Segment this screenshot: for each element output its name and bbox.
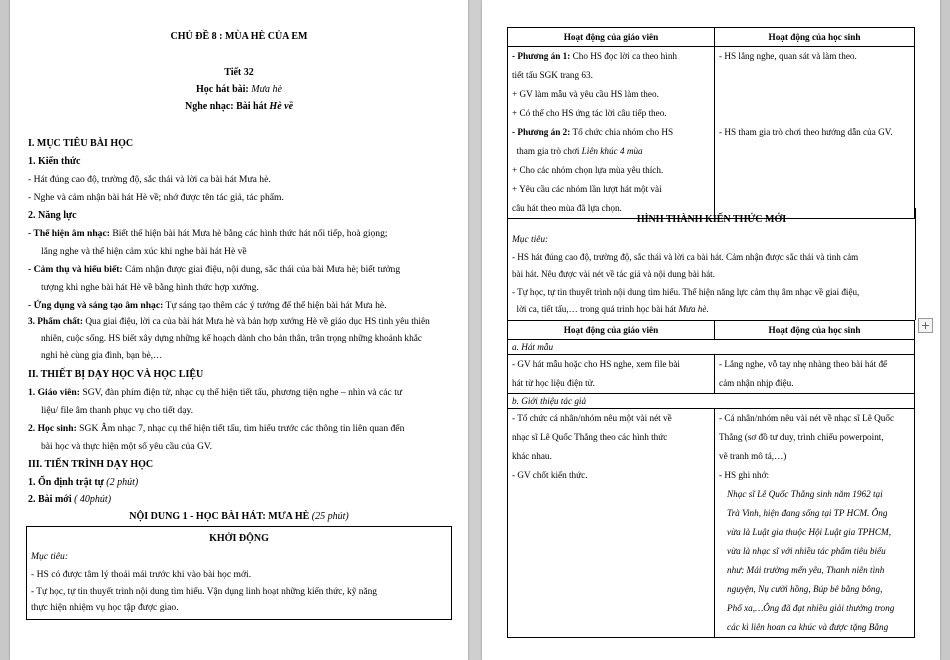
cell-line: cảm nhận nhịp điệu.: [719, 378, 794, 388]
header-student: Hoạt động của học sinh: [715, 321, 915, 340]
cell-line: - Lắng nghe, vỗ tay nhẹ nhàng theo bài hát để: [719, 359, 888, 369]
cell-line: - HS lắng nghe, quan sát và làm theo.: [719, 51, 857, 61]
step-new: 2. Bài mới ( 40phút): [28, 494, 112, 505]
cell-line: hát từ học liệu điện tử.: [512, 378, 595, 388]
teacher-cont: liệu/ file âm thanh phục vụ cho tiết dạy.: [41, 405, 194, 416]
cell-line: - Tổ chức cá nhân/nhóm nêu một vài nét về: [512, 413, 672, 423]
cell-line: tiết tấu SGK trang 63.: [512, 70, 593, 80]
cell-line: - GV chốt kiến thức.: [512, 470, 588, 480]
lesson-number: Tiết 32: [224, 67, 254, 78]
table-row: [508, 47, 915, 219]
note-line: Trà Vinh, hiện đang sống tại TP HCM. Ông: [727, 508, 888, 518]
activity-table-2: [507, 320, 915, 638]
header-student: Hoạt động của học sinh: [715, 28, 915, 47]
cell-line: - HS tham gia trò chơi theo hướng dẫn của GV.: [719, 127, 893, 137]
student-activities: [715, 409, 915, 638]
warmup-box: [26, 526, 452, 620]
quality-cont: nghỉ hè cùng gia đình, bạn bè,…: [41, 351, 163, 361]
teacher-activities: [508, 47, 715, 219]
note-line: Phố xa,…Ông đã đạt nhiều giải thưởng trong: [727, 603, 895, 613]
cell-line: - Phương án 1: Cho HS đọc lời ca theo hình: [512, 51, 678, 61]
note-line: Nhạc sĩ Lê Quốc Thắng sinh năm 1962 tại: [727, 489, 883, 499]
cell-line: tham gia trò chơi Liên khúc 4 mùa: [512, 146, 643, 156]
student-activities: [715, 355, 915, 394]
step-order: 1. Ổn định trật tự (2 phút): [28, 477, 139, 488]
cell-line: - GV hát mẫu hoặc cho HS nghe, xem file bài: [512, 359, 680, 369]
table-row: [508, 340, 915, 355]
content-title: NỘI DUNG 1 - HỌC BÀI HÁT: MƯA HÈ (25 phút): [129, 511, 349, 522]
ability-item-cont: lắng nghe và thể hiện cảm xúc khi nghe bài hát Hè về: [41, 246, 247, 257]
ability-item: - Ứng dụng và sáng tạo âm nhạc: Tự sáng tạo thêm các ý tưởng để thể hiện bài hát Mưa hè.: [28, 300, 387, 311]
knowledge-line: lời ca, tiết tấu,… trong quá trình học bài hát Mưa hè.: [512, 304, 709, 314]
quality-cont: nhiên, cuộc sống. HS biết xây dựng những kế hoạch dành cho bản thân, trân trọng những khoảnh khắc: [41, 334, 422, 344]
cell-line: khác nhau.: [512, 451, 552, 461]
teacher-item: 1. Giáo viên: SGV, đàn phím điện tử, nhạc cụ thể hiện tiết tấu, phương tiện nghe – nhìn và các tư: [28, 387, 403, 398]
cell-line: câu hát theo mùa đã lựa chọn.: [512, 203, 622, 213]
song-line: Học hát bài: Mưa hè: [195, 84, 282, 95]
section-objectives: I. MỤC TIÊU BÀI HỌC: [28, 138, 134, 149]
cell-line: vẽ tranh mô tả,…): [719, 451, 787, 461]
topic-title: CHỦ ĐỀ 8 : MÙA HÈ CỦA EM: [170, 31, 308, 42]
header-teacher: Hoạt động của giáo viên: [508, 321, 715, 340]
knowledge-item: - Hát đúng cao độ, trường độ, sắc thái và lời ca bài hát Mưa hè.: [28, 174, 271, 185]
teacher-activities: [508, 355, 715, 394]
student-item: 2. Học sinh: SGK Âm nhạc 7, nhạc cụ thể hiện tiết tấu, tìm hiểu trước các thông tin liên quan đến: [28, 423, 405, 434]
page-gap: [468, 0, 482, 660]
warmup-line: - Tự học, tự tin thuyết trình nội dung tìm hiểu. Vận dụng linh hoạt những kiến thức, kỹ năng: [31, 587, 377, 597]
document-page-right: [482, 0, 940, 660]
note-line: vừa là nhạc sĩ với nhiều tác phẩm tiêu biểu: [727, 546, 886, 556]
cell-line: + Có thể cho HS ứng tác lời câu tiếp theo.: [512, 108, 667, 118]
cell-line: - HS ghi nhớ:: [719, 470, 770, 480]
table-row: [508, 355, 915, 394]
section-equipment: II. THIẾT BỊ DẠY HỌC VÀ HỌC LIỆU: [28, 369, 204, 380]
table-header-row: [508, 321, 915, 340]
cell-line: - Phương án 2: Tổ chức chia nhóm cho HS: [512, 127, 674, 137]
table-header-row: [508, 28, 915, 47]
knowledge-line: bài hát. Nêu được vài nét về tác giả và nội dung bài hát.: [512, 269, 715, 279]
header-teacher: Hoạt động của giáo viên: [508, 28, 715, 47]
subheading-b: b. Giới thiệu tác giả: [508, 394, 915, 409]
note-line: nguyện, Nụ cười hồng, Búp bê bằng bông,: [727, 584, 883, 594]
warmup-line: thực hiện nhiệm vụ học tập được giao.: [31, 602, 179, 613]
knowledge-line: - HS hát đúng cao độ, trường độ, sắc thái và lời ca bài hát. Cảm nhận được sắc thái và tình cảm: [512, 252, 859, 262]
ability-item: - Cảm thụ và hiểu biết: Cảm nhận được giai điệu, nội dung, sắc thái của bài Mưa hè; biết tưởng: [28, 264, 401, 275]
knowledge-title: HÌNH THÀNH KIẾN THỨC MỚI: [636, 214, 787, 225]
section-process: III. TIẾN TRÌNH DẠY HỌC: [28, 459, 154, 470]
note-line: các kì liên hoan ca khúc và được tặng Bằng: [727, 622, 889, 632]
knowledge-line: - Tự học, tự tin thuyết trình nội dung tìm hiểu. Thể hiện năng lực cảm thụ âm nhạc về giai điệu,: [512, 287, 860, 297]
add-row-button[interactable]: +: [918, 318, 933, 333]
cell-line: Thắng (sơ đồ tư duy, trình chiếu powerpoint,: [719, 432, 884, 442]
knowledge-section: [507, 208, 916, 320]
heading-ability: 2. Năng lực: [28, 210, 77, 221]
cell-line: + Cho các nhóm chọn lựa mùa yêu thích.: [512, 165, 664, 175]
warmup-title: KHỞI ĐỘNG: [209, 533, 269, 544]
table-row: [508, 409, 915, 638]
cell-line: + GV làm mẫu và yêu cầu HS làm theo.: [512, 89, 659, 99]
subheading-a: a. Hát mẫu: [508, 340, 915, 355]
table-row: [508, 394, 915, 409]
cell-line: nhạc sĩ Lê Quốc Thắng theo các hình thức: [512, 432, 668, 442]
cell-line: + Yêu cầu các nhóm lần lượt hát một vài: [512, 184, 662, 194]
document-page-left: [10, 0, 468, 660]
student-cont: bài học và thực hiện một số yêu cầu của GV.: [41, 441, 213, 452]
ability-item: - Thể hiện âm nhạc: Biết thể hiện bài hát Mưa hè bằng các hình thức hát nối tiếp, hoà giọng;: [28, 228, 388, 239]
note-line: vừa là Luật gia thuộc Hội Luật gia TPHCM,: [727, 527, 892, 537]
music-line: Nghe nhạc: Bài hát Hè về: [184, 101, 294, 112]
knowledge-item: - Nghe và cảm nhận bài hát Hè về; nhớ được tên tác giả, tác phẩm.: [28, 192, 284, 203]
knowledge-goal: Mục tiêu:: [512, 235, 549, 245]
student-activities: [715, 47, 915, 219]
ability-item-cont: tượng khi nghe bài hát Hè về bằng hình thức hợp xướng.: [41, 282, 259, 293]
teacher-activities: [508, 409, 715, 638]
note-line: như: Mái trường mến yêu, Thanh niên tình: [727, 565, 885, 575]
warmup-line: - HS có được tâm lý thoải mái trước khi vào bài học mới.: [31, 569, 252, 580]
quality-item: 3. Phẩm chất: Qua giai điệu, lời ca của bài hát Mưa hè và bản hợp xướng Hè về giáo dục HS tình yêu thiên: [28, 317, 430, 327]
activity-table-1: [507, 27, 915, 219]
warmup-goal: Mục tiêu:: [31, 551, 69, 562]
cell-line: - Cá nhân/nhóm nêu vài nét về nhạc sĩ Lê Quốc: [719, 413, 895, 423]
heading-knowledge: 1. Kiến thức: [28, 156, 81, 167]
